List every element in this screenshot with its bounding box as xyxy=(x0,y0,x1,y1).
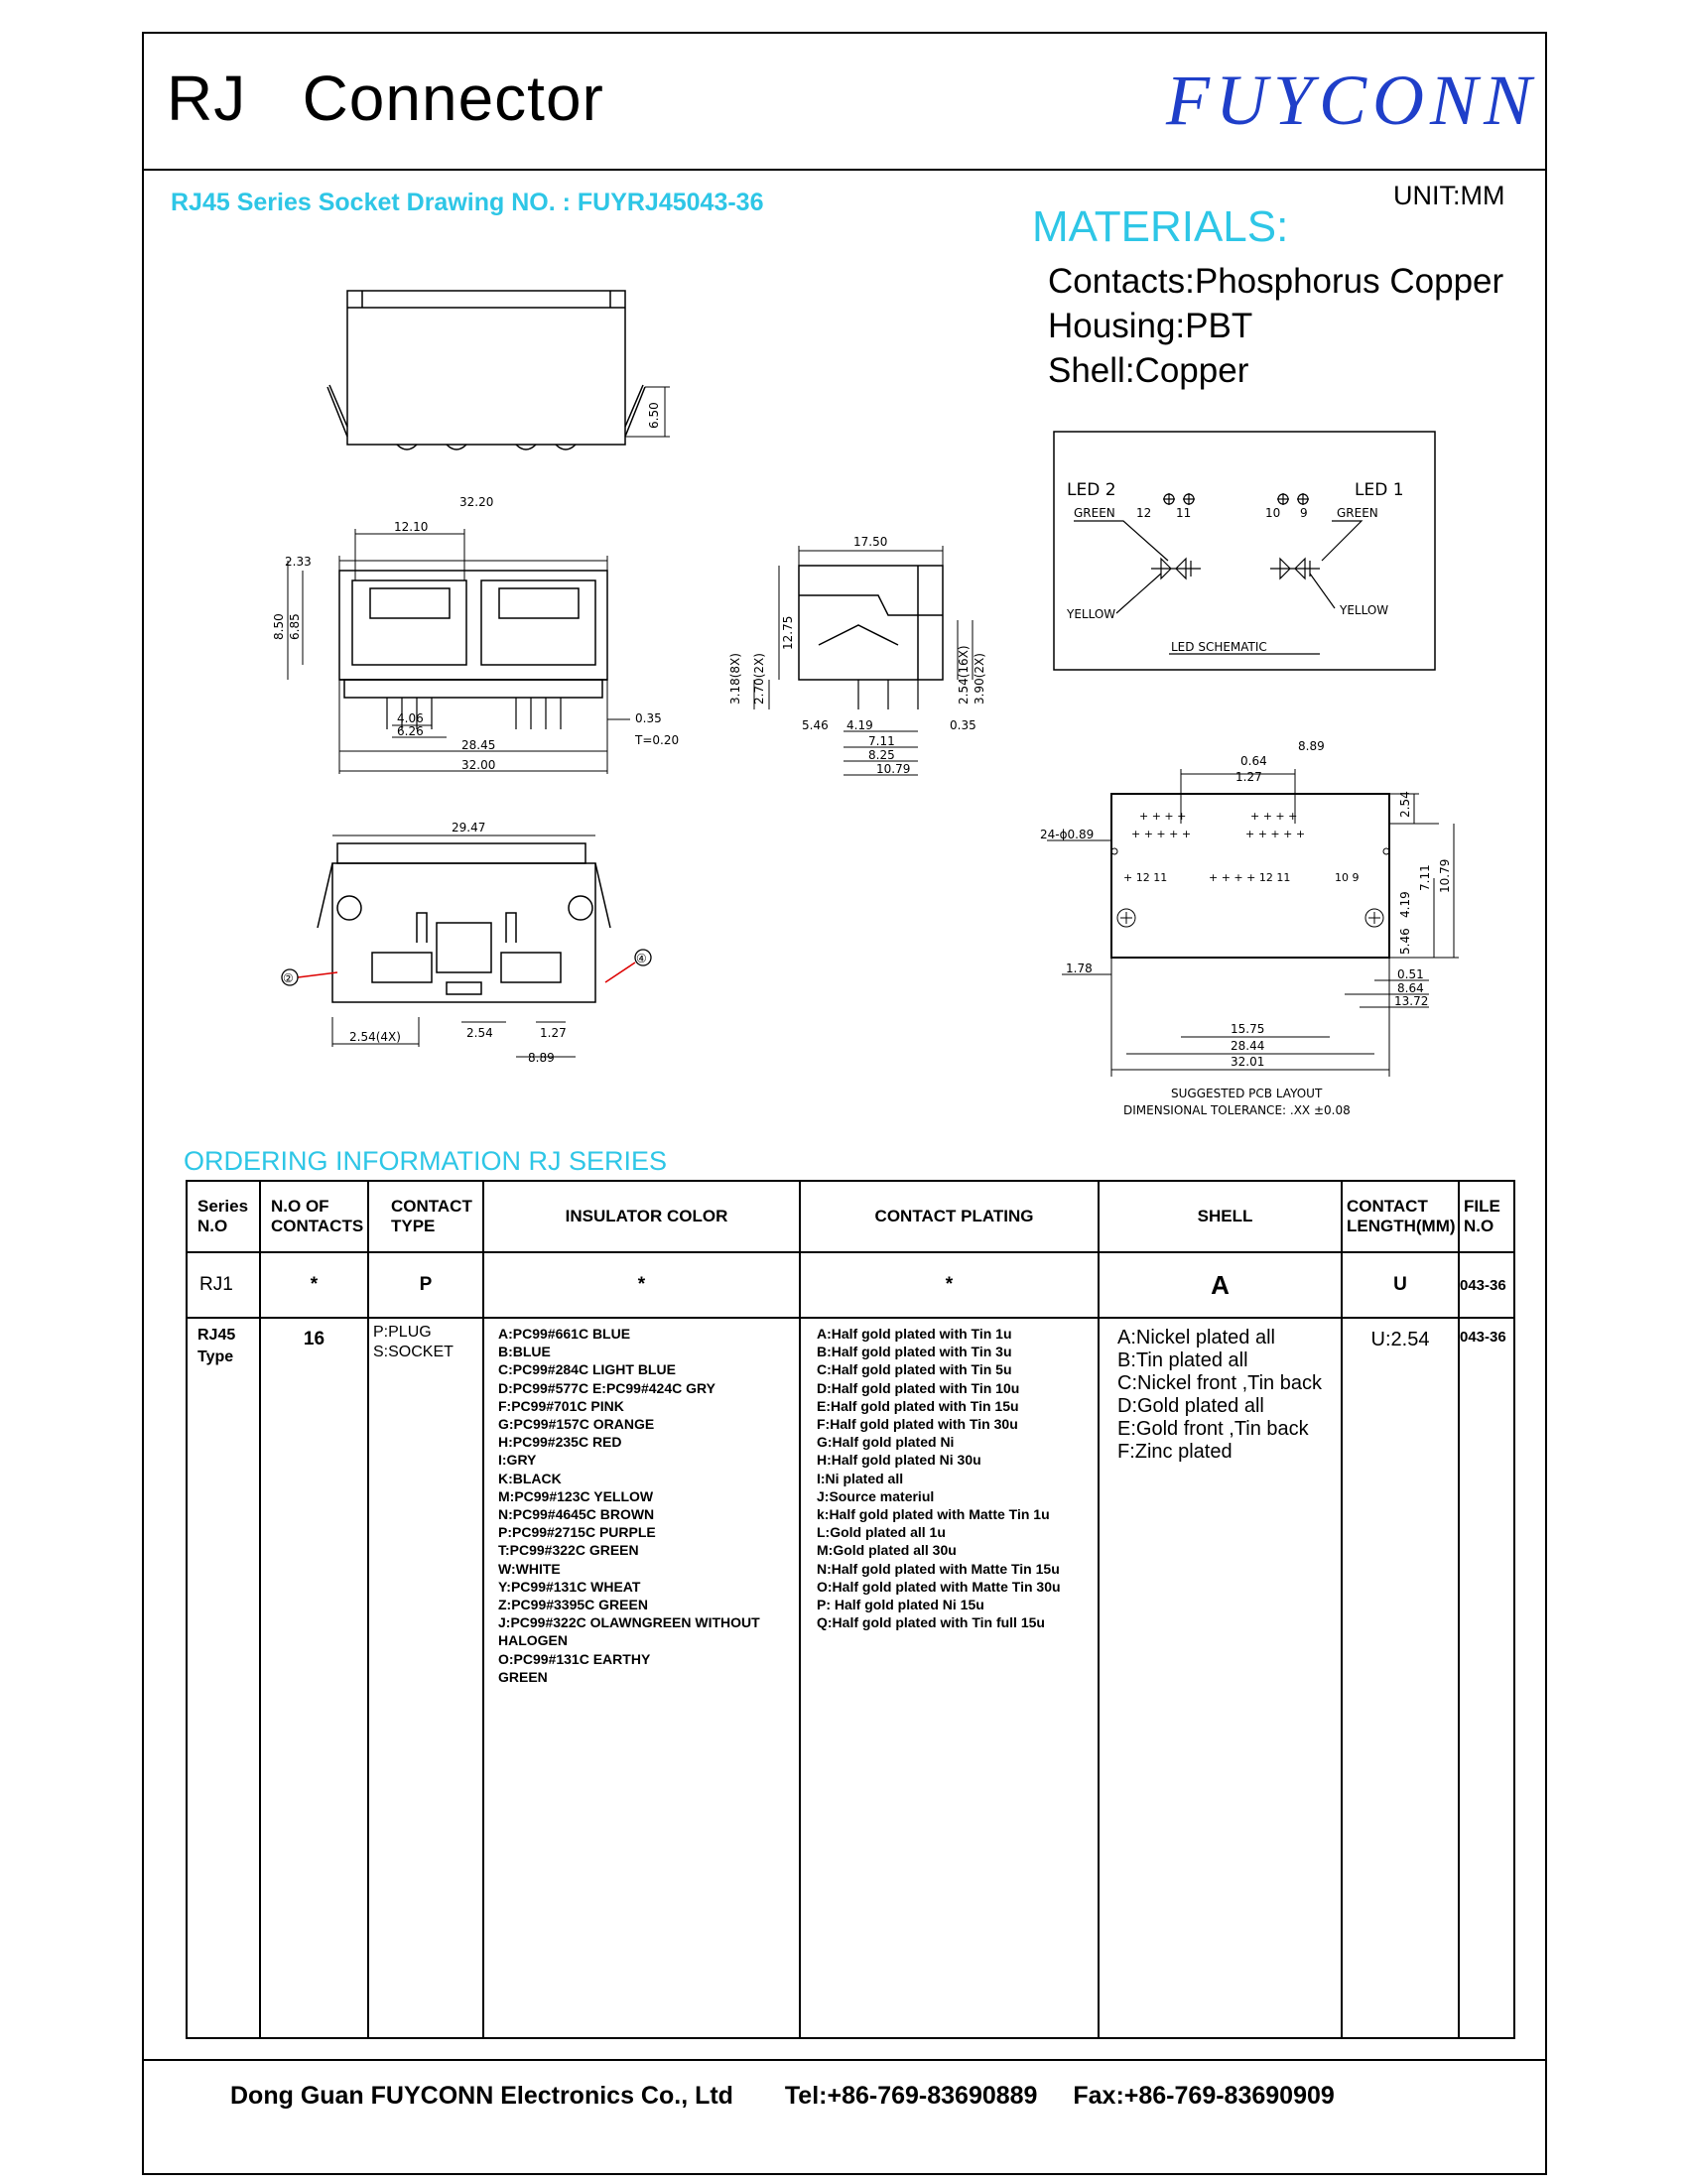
insulator-option: HALOGEN xyxy=(498,1632,568,1649)
insulator-option: I:GRY xyxy=(498,1452,537,1469)
dim-17-50: 17.50 xyxy=(853,535,888,549)
insulator-option: Y:PC99#131C WHEAT xyxy=(498,1578,641,1595)
insulator-option: K:BLACK xyxy=(498,1470,562,1486)
insulator-option: B:BLUE xyxy=(498,1344,551,1360)
material-contacts: Contacts:Phosphorus Copper xyxy=(1048,262,1504,301)
detail-shell-list xyxy=(1099,1318,1342,2038)
header-contacts: N.O OF CONTACTS xyxy=(260,1181,368,1252)
header-series: Series N.O xyxy=(187,1181,260,1252)
dim-t-0-20: T=0.20 xyxy=(635,733,680,747)
insulator-option: W:WHITE xyxy=(498,1560,561,1577)
shell-option: F:Zinc plated xyxy=(1117,1441,1233,1463)
pcb-layout-drawing xyxy=(1032,734,1498,1121)
dim-2-33: 2.33 xyxy=(285,555,312,569)
insulator-option: C:PC99#284C LIGHT BLUE xyxy=(498,1361,676,1378)
pcb-dim-1-27: 1.27 xyxy=(1235,770,1262,784)
dim-32-20: 32.20 xyxy=(459,495,494,509)
shell-option: A:Nickel plated all xyxy=(1117,1327,1275,1349)
dim-2-54-bottom: 2.54 xyxy=(466,1026,493,1040)
insulator-option: F:PC99#701C PINK xyxy=(498,1397,624,1414)
svg-text:+ 12 11: + 12 11 xyxy=(1123,871,1168,884)
green-left-label: GREEN xyxy=(1074,506,1115,520)
pin-11-label: 11 xyxy=(1176,506,1192,520)
dim-6-85: 6.85 xyxy=(288,613,302,640)
insulator-option: D:PC99#577C E:PC99#424C GRY xyxy=(498,1379,715,1396)
callout-2: ② xyxy=(283,971,294,985)
insulator-option: T:PC99#322C GREEN xyxy=(498,1542,639,1559)
dim-29-47: 29.47 xyxy=(452,821,486,835)
page-title: RJ Connector xyxy=(167,63,604,134)
materials-title: MATERIALS: xyxy=(1032,202,1289,251)
dim-4-06: 4.06 xyxy=(397,711,424,725)
dim-6-50: 6.50 xyxy=(647,402,661,429)
ordering-table xyxy=(186,1180,1515,2039)
pcb-dim-13-72: 13.72 xyxy=(1394,994,1429,1008)
dim-4-19: 4.19 xyxy=(846,718,873,732)
plating-option: J:Source materiul xyxy=(817,1487,935,1504)
code-row xyxy=(187,1252,1514,1318)
dim-12-75: 12.75 xyxy=(781,615,795,650)
detail-contacts: 16 xyxy=(260,1318,368,2038)
detail-series: RJ45 Type xyxy=(187,1318,260,2038)
dim-2-70-2x: 2.70(2X) xyxy=(752,653,766,705)
plating-option: P: Half gold plated Ni 15u xyxy=(817,1597,984,1613)
dim-8-89-bottom: 8.89 xyxy=(528,1051,555,1065)
code-type: P xyxy=(368,1252,483,1318)
pcb-dim-1-78: 1.78 xyxy=(1066,962,1093,975)
yellow-right-label: YELLOW xyxy=(1340,603,1389,617)
dim-7-11: 7.11 xyxy=(868,734,895,748)
dim-6-26: 6.26 xyxy=(397,724,424,738)
dim-0-35: 0.35 xyxy=(635,711,662,725)
code-length: U xyxy=(1342,1252,1459,1318)
plating-option: N:Half gold plated with Matte Tin 15u xyxy=(817,1560,1060,1577)
pcb-dim-15-75: 15.75 xyxy=(1231,1022,1265,1036)
led1-label: LED 1 xyxy=(1355,480,1404,500)
detail-plating-list xyxy=(800,1318,1099,2038)
pcb-dim-8-64: 8.64 xyxy=(1397,981,1424,995)
plating-option: B:Half gold plated with Tin 3u xyxy=(817,1344,1012,1360)
detail-file: 043-36 xyxy=(1459,1318,1514,2038)
material-shell: Shell:Copper xyxy=(1048,351,1249,390)
front-view-drawing xyxy=(263,491,680,784)
insulator-option: Z:PC99#3395C GREEN xyxy=(498,1597,648,1613)
led-schematic-caption: LED SCHEMATIC xyxy=(1171,640,1267,654)
led-schematic xyxy=(1052,430,1439,676)
pcb-dim-28-44: 28.44 xyxy=(1231,1039,1265,1053)
plating-option: E:Half gold plated with Tin 15u xyxy=(817,1397,1019,1414)
plating-option: H:Half gold plated Ni 30u xyxy=(817,1452,981,1469)
dim-8-50: 8.50 xyxy=(272,613,286,640)
footer-company: Dong Guan FUYCONN Electronics Co., Ltd xyxy=(230,2082,733,2110)
pcb-dim-4-19: 4.19 xyxy=(1398,891,1412,918)
header-contact-length: CONTACT LENGTH(MM) xyxy=(1342,1181,1459,1252)
pin-10-label: 10 xyxy=(1265,506,1281,520)
dim-3-90-2x: 3.90(2X) xyxy=(973,653,986,705)
plating-option: Q:Half gold plated with Tin full 15u xyxy=(817,1614,1045,1631)
insulator-option: A:PC99#661C BLUE xyxy=(498,1326,631,1342)
insulator-option: N:PC99#4645C BROWN xyxy=(498,1506,655,1523)
top-view-drawing xyxy=(318,278,695,461)
header-file-no: FILE N.O xyxy=(1459,1181,1514,1252)
dim-8-25: 8.25 xyxy=(868,748,895,762)
code-series: RJ1 xyxy=(187,1252,260,1318)
header-contact-type: CONTACT TYPE xyxy=(368,1181,483,1252)
insulator-option: P:PC99#2715C PURPLE xyxy=(498,1524,656,1541)
shell-option: E:Gold front ,Tin back xyxy=(1117,1418,1309,1440)
pcb-dim-0-51: 0.51 xyxy=(1397,967,1424,981)
code-plating: * xyxy=(800,1252,1099,1318)
plating-option: F:Half gold plated with Tin 30u xyxy=(817,1416,1018,1433)
plating-option: k:Half gold plated with Matte Tin 1u xyxy=(817,1506,1050,1523)
header-shell: SHELL xyxy=(1099,1181,1342,1252)
code-insulator: * xyxy=(483,1252,800,1318)
pin-12-label: 12 xyxy=(1136,506,1152,520)
dim-0-35-side: 0.35 xyxy=(950,718,976,732)
side-view-drawing xyxy=(719,531,1017,789)
dim-32-00: 32.00 xyxy=(461,758,496,772)
dim-10-79: 10.79 xyxy=(876,762,911,776)
svg-text:10 9: 10 9 xyxy=(1335,871,1360,884)
pcb-dim-7-11: 7.11 xyxy=(1418,864,1432,891)
code-shell: A xyxy=(1099,1252,1342,1318)
shell-option: D:Gold plated all xyxy=(1117,1395,1264,1417)
dim-1-27-bottom: 1.27 xyxy=(540,1026,567,1040)
detail-row xyxy=(187,1318,1514,2038)
footer-contact xyxy=(230,2082,1335,2111)
brand-logo: FUYCONN xyxy=(1166,61,1538,140)
dim-3-18-8x: 3.18(8X) xyxy=(728,653,742,705)
insulator-option: GREEN xyxy=(498,1668,548,1685)
pcb-dim-0-64: 0.64 xyxy=(1240,754,1267,768)
material-housing: Housing:PBT xyxy=(1048,307,1253,345)
tolerance-note: DIMENSIONAL TOLERANCE: .XX ±0.08 xyxy=(1123,1103,1351,1117)
shell-option: B:Tin plated all xyxy=(1117,1349,1248,1371)
bottom-view-drawing xyxy=(278,814,675,1072)
plating-option: D:Half gold plated with Tin 10u xyxy=(817,1379,1020,1396)
detail-type: P:PLUG S:SOCKET xyxy=(368,1318,483,2038)
code-file: 043-36 xyxy=(1459,1252,1514,1318)
svg-text:+ + + + +: + + + + + xyxy=(1245,828,1306,840)
detail-insulator-list xyxy=(483,1318,800,2038)
footer-tel: Tel:+86-769-83690889 xyxy=(784,2082,1038,2110)
insulator-option: G:PC99#157C ORANGE xyxy=(498,1416,655,1433)
drawing-number: RJ45 Series Socket Drawing NO. : FUYRJ45043-36 xyxy=(171,189,764,216)
dim-2-54-16x: 2.54(16X) xyxy=(957,645,971,705)
pcb-dim-2-54: 2.54 xyxy=(1398,791,1412,818)
plating-option: I:Ni plated all xyxy=(817,1470,904,1486)
header-divider xyxy=(142,169,1547,171)
svg-text:+ + + + 12 11: + + + + 12 11 xyxy=(1209,871,1291,884)
svg-text:+ + + +: + + + + xyxy=(1250,810,1298,823)
svg-text:+ + + +: + + + + xyxy=(1139,810,1187,823)
green-right-label: GREEN xyxy=(1337,506,1378,520)
insulator-option: M:PC99#123C YELLOW xyxy=(498,1487,654,1504)
plating-option: A:Half gold plated with Tin 1u xyxy=(817,1326,1012,1342)
svg-text:+ + + + +: + + + + + xyxy=(1131,828,1192,840)
header-contact-plating: CONTACT PLATING xyxy=(800,1181,1099,1252)
detail-length: U:2.54 xyxy=(1342,1318,1459,2038)
pin-9-label: 9 xyxy=(1300,506,1308,520)
yellow-left-label: YELLOW xyxy=(1067,607,1116,621)
plating-option: C:Half gold plated with Tin 5u xyxy=(817,1361,1012,1378)
insulator-option: H:PC99#235C RED xyxy=(498,1434,622,1451)
header-insulator-color: INSULATOR COLOR xyxy=(483,1181,800,1252)
insulator-option: O:PC99#131C EARTHY xyxy=(498,1650,651,1667)
pcb-dim-10-79: 10.79 xyxy=(1438,858,1452,893)
pcb-caption: SUGGESTED PCB LAYOUT xyxy=(1171,1087,1323,1100)
pcb-dim-24-holes: 24-ϕ0.89 xyxy=(1040,828,1095,841)
footer-divider xyxy=(142,2059,1547,2061)
dim-2-54-4x: 2.54(4X) xyxy=(349,1030,401,1044)
insulator-option: J:PC99#322C OLAWNGREEN WITHOUT xyxy=(498,1614,760,1631)
pcb-dim-8-89: 8.89 xyxy=(1298,739,1325,753)
pcb-dim-5-46: 5.46 xyxy=(1398,928,1412,955)
code-contacts: * xyxy=(260,1252,368,1318)
dim-12-10: 12.10 xyxy=(394,520,429,534)
plating-option: M:Gold plated all 30u xyxy=(817,1542,957,1559)
ordering-title: ORDERING INFORMATION RJ SERIES xyxy=(184,1146,668,1176)
plating-option: G:Half gold plated Ni xyxy=(817,1434,955,1451)
unit-label: UNIT:MM xyxy=(1393,181,1505,210)
callout-4: ④ xyxy=(636,952,647,965)
plating-option: O:Half gold plated with Matte Tin 30u xyxy=(817,1578,1061,1595)
shell-option: C:Nickel front ,Tin back xyxy=(1117,1372,1322,1394)
dim-5-46: 5.46 xyxy=(802,718,829,732)
led2-label: LED 2 xyxy=(1067,480,1116,500)
footer-fax: Fax:+86-769-83690909 xyxy=(1073,2082,1335,2110)
plating-option: L:Gold plated all 1u xyxy=(817,1524,946,1541)
dim-28-45: 28.45 xyxy=(461,738,496,752)
pcb-dim-32-01: 32.01 xyxy=(1231,1055,1265,1069)
